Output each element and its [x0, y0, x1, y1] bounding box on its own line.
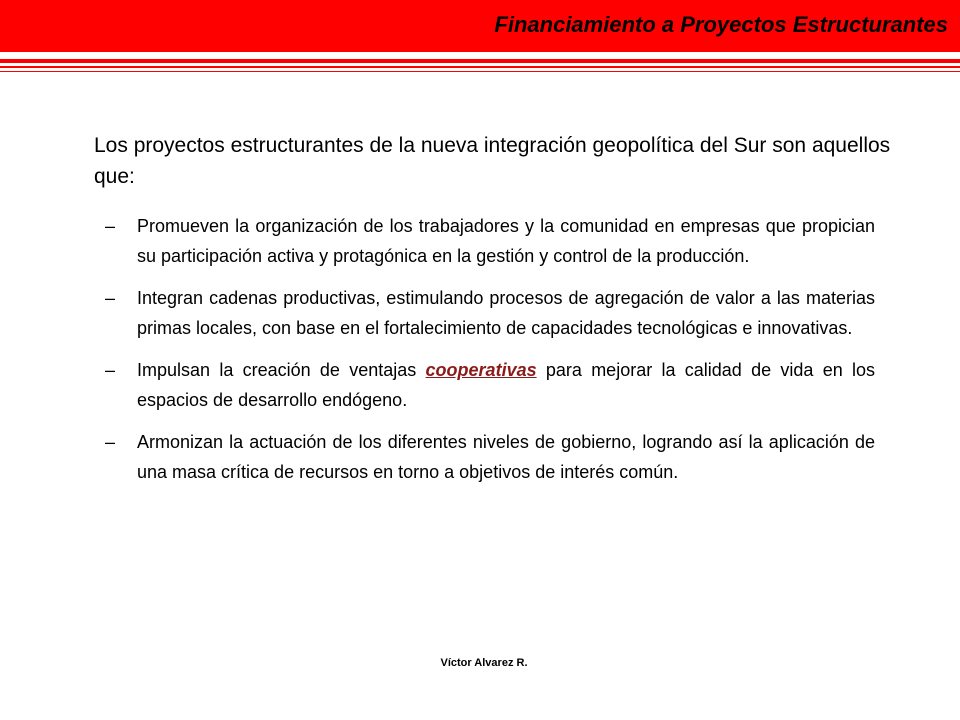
bullet-item-armonizan	[105, 427, 875, 487]
bullet-dash: –	[105, 288, 116, 308]
bullet-dash: –	[105, 432, 116, 452]
title-bar	[0, 0, 960, 52]
intro-paragraph: Los proyectos estructurantes de la nueva integración geopolítica del Sur son aquellos que:	[94, 134, 891, 188]
header-rule-medium	[0, 66, 960, 68]
emphasis-link-cooperativas[interactable]: cooperativas	[425, 360, 537, 380]
bullet-dash: –	[105, 360, 116, 380]
bullet-text: Armonizan la actuación de los diferentes niveles de gobierno, logrando así la aplicación de una masa crítica de recursos en torno a objetivos de interés común.	[137, 432, 875, 482]
header-rule-thin	[0, 71, 960, 72]
bullet-text: Integran cadenas productivas, estimulando procesos de agregación de valor a las materias primas locales, con base en el fortalecimiento de capacidades tecnológicas e innovativas.	[137, 288, 875, 338]
bullet-dash: –	[105, 216, 116, 236]
bullet-text-before: Impulsan la creación de ventajas	[137, 360, 426, 380]
header-rule-thick	[0, 59, 960, 63]
footer-author: Víctor Alvarez R.	[440, 657, 528, 669]
bullet-item-ventajas	[105, 355, 875, 415]
bullet-item-cadenas	[105, 283, 875, 343]
bullet-text: Promueven la organización de los trabajadores y la comunidad en empresas que propician su participación activa y protagónica en la gestión y control de la producción.	[137, 216, 875, 266]
bullet-list	[105, 211, 875, 499]
bullet-text-after: para mejorar la calidad de vida en los espacios de desarrollo endógeno.	[137, 360, 876, 410]
bullet-item-organizacion	[105, 211, 875, 271]
slide-title: Financiamiento a Proyectos Estructurantes	[494, 12, 948, 37]
